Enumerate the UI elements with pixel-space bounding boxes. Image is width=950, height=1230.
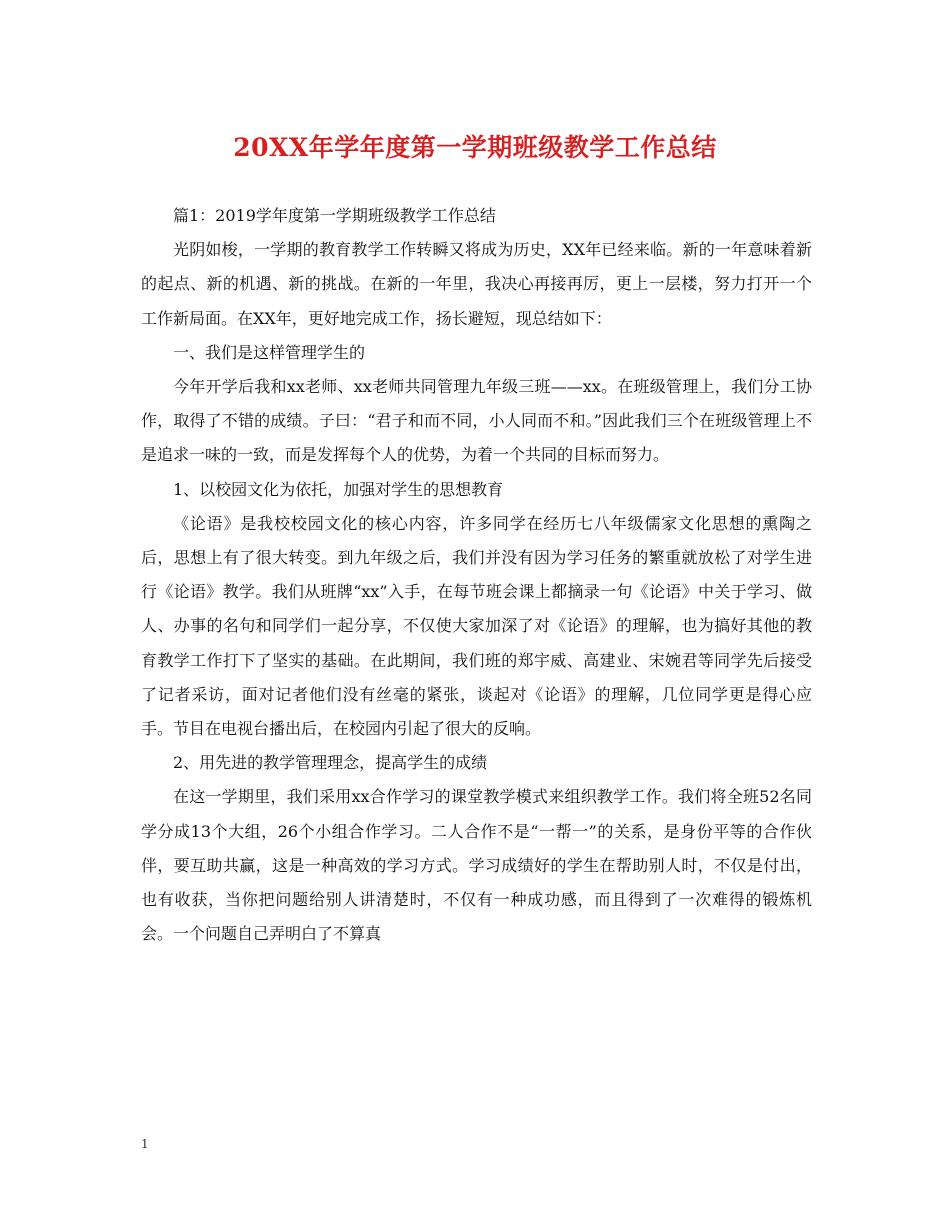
subsection-heading: 1、以校园文化为依托，加强对学生的思想教育 [173, 479, 504, 499]
subsection-heading: 2、用先进的教学管理理念，提高学生的成绩 [173, 753, 488, 773]
document-title: 20XX年学年度第一学期班级教学工作总结 [233, 133, 717, 162]
paragraph: 今年开学后我和xx老师、xx老师共同管理九年级三班——xx。在班级管理上，我们分工协作，取得了不错的成绩。子曰：“君子和而不同，小人同而不和。”因此我们三个在班级管理上不是追求一味的一致，而是发挥每个人的优势，为着一个共同的目标而努力。 [141, 377, 812, 465]
page-number: 1 [141, 1137, 149, 1151]
paragraph: 在这一学期里，我们采用xx合作学习的课堂教学模式来组织教学工作。我们将全班52名同学分成13个大组，26个小组合作学习。二人合作不是“一帮一”的关系，是身份平等的合作伙伴，要互助共赢，这是一种高效的学习方式。学习成绩好的学生在帮助别人时，不仅是付出，也有收获，当你把问题给别人讲清楚时，不仅有一种成功感，而且得到了一次难得的锻炼机会。一个问题自己弄明白了不算真 [141, 787, 812, 944]
paragraph: 《论语》是我校校园文化的核心内容，许多同学在经历七八年级儒家文化思想的熏陶之后，思想上有了很大转变。到九年级之后，我们并没有因为学习任务的繁重就放松了对学生进行《论语》教学。我们从班牌“xx”入手，在每节班会课上都摘录一句《论语》中关于学习、做人、办事的名句和同学们一起分享，不仅使大家加深了对《论语》的理解，也为搞好其他的教育教学工作打下了坚实的基础。在此期间，我们班的郑宇威、高建业、宋婉君等同学先后接受了记者采访，面对记者他们没有丝毫的紧张，谈起对《论语》的理解，几位同学更是得心应手。节目在电视台播出后，在校园内引起了很大的反响。 [141, 513, 812, 739]
paragraph: 光阴如梭，一学期的教育教学工作转瞬又将成为历史，XX年已经来临。新的一年意味着新的起点、新的机遇、新的挑战。在新的一年里，我决心再接再厉，更上一层楼，努力打开一个工作新局面。在XX年，更好地完成工作，扬长避短，现总结如下： [141, 240, 812, 328]
section-heading: 一、我们是这样管理学生的 [173, 342, 366, 362]
document-body [141, 199, 812, 951]
section-heading: 篇1：2019学年度第一学期班级教学工作总结 [173, 206, 496, 225]
